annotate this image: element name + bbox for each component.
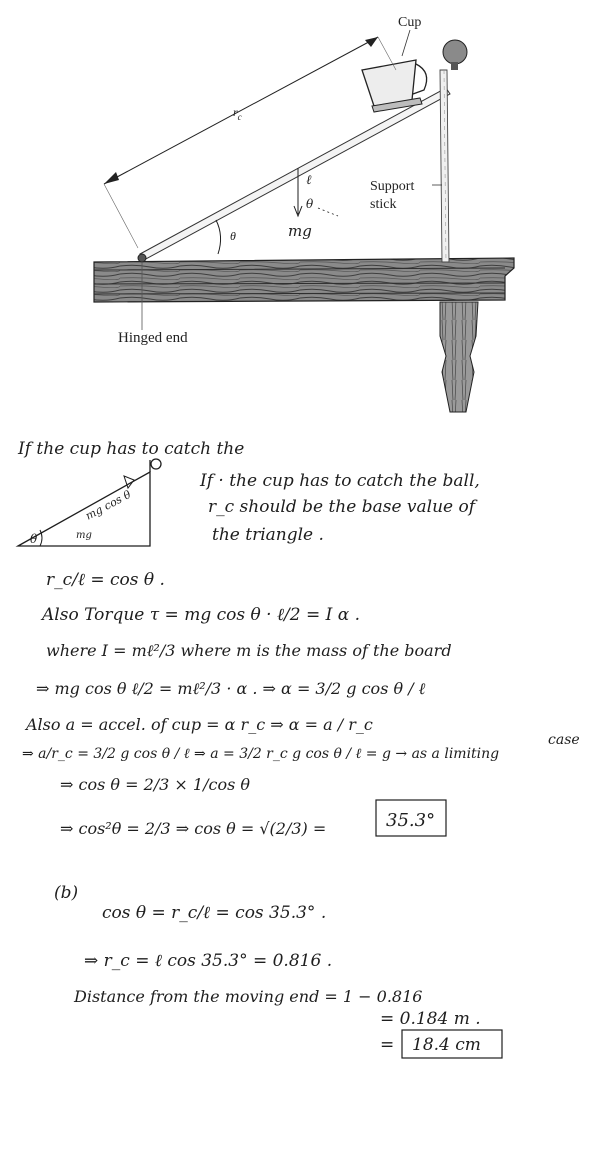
svg-text:θ: θ — [30, 532, 38, 546]
left-heading: If the cup has to catch the — [18, 439, 245, 459]
distance-label: $r_c$ — [233, 105, 242, 122]
handwritten-notes — [17, 439, 580, 1058]
equation-line: cos θ = r_c/ℓ = cos 35.3° . — [102, 903, 327, 923]
angle-arc — [216, 220, 221, 254]
equation-line: ⇒ mg cos θ ℓ/2 = mℓ²/3 · α . ⇒ α = 3/2 g cos θ / ℓ — [36, 679, 426, 698]
answer-distance: 18.4 cm — [412, 1035, 481, 1055]
physics-figure — [94, 15, 514, 412]
part-b-label: (b) — [54, 883, 79, 903]
cup — [362, 60, 427, 112]
support-label: Support — [370, 179, 415, 194]
hinge-label: Hinged end — [118, 330, 188, 346]
equation-line: ⇒ cos²θ = 2/3 ⇒ cos θ = √(2/3) = — [60, 819, 327, 838]
equation-line: ⇒ a/r_c = 3/2 g cos θ / ℓ ⇒ a = 3/2 r_c g cos θ / ℓ = g → as a limiting — [22, 746, 500, 762]
svg-text:θ: θ — [306, 197, 314, 211]
equation-line: Distance from the moving end = 1 − 0.816 — [74, 987, 423, 1006]
equation-line: = — [380, 1035, 395, 1055]
equation-line: where I = mℓ²/3 where m is the mass of the board — [46, 641, 452, 660]
svg-text:ℓ: ℓ — [306, 173, 312, 188]
force-label: mg — [288, 222, 312, 240]
svg-text:mg: mg — [76, 530, 92, 541]
statement-line: the triangle . — [212, 525, 324, 545]
force-annotation — [288, 168, 338, 240]
equation-line: Also a = accel. of cup = α r_c ⇒ α = a / r_c — [26, 715, 373, 734]
equation-line: ⇒ cos θ = 2/3 × 1/cos θ — [60, 775, 251, 794]
angle-label: θ — [230, 229, 236, 243]
support-label-2: stick — [370, 197, 397, 212]
statement-line: r_c should be the base value of — [208, 497, 476, 517]
equation-line: = 0.184 m . — [380, 1009, 481, 1029]
support-stick — [440, 40, 467, 262]
equation-line: r_c/ℓ = cos θ . — [46, 570, 165, 590]
equation-line: case — [548, 732, 580, 748]
small-triangle-sketch — [18, 459, 161, 546]
equation-line: Also Torque τ = mg cos θ · ℓ/2 = I α . — [42, 605, 361, 625]
svg-text:mg cos θ: mg cos θ — [83, 487, 134, 523]
answer-angle: 35.3° — [386, 810, 436, 831]
ball — [443, 40, 467, 64]
equation-line: ⇒ r_c = ℓ cos 35.3° = 0.816 . — [84, 951, 333, 971]
statement-line: If · the cup has to catch the ball, — [200, 471, 480, 491]
cup-label: Cup — [398, 15, 422, 30]
